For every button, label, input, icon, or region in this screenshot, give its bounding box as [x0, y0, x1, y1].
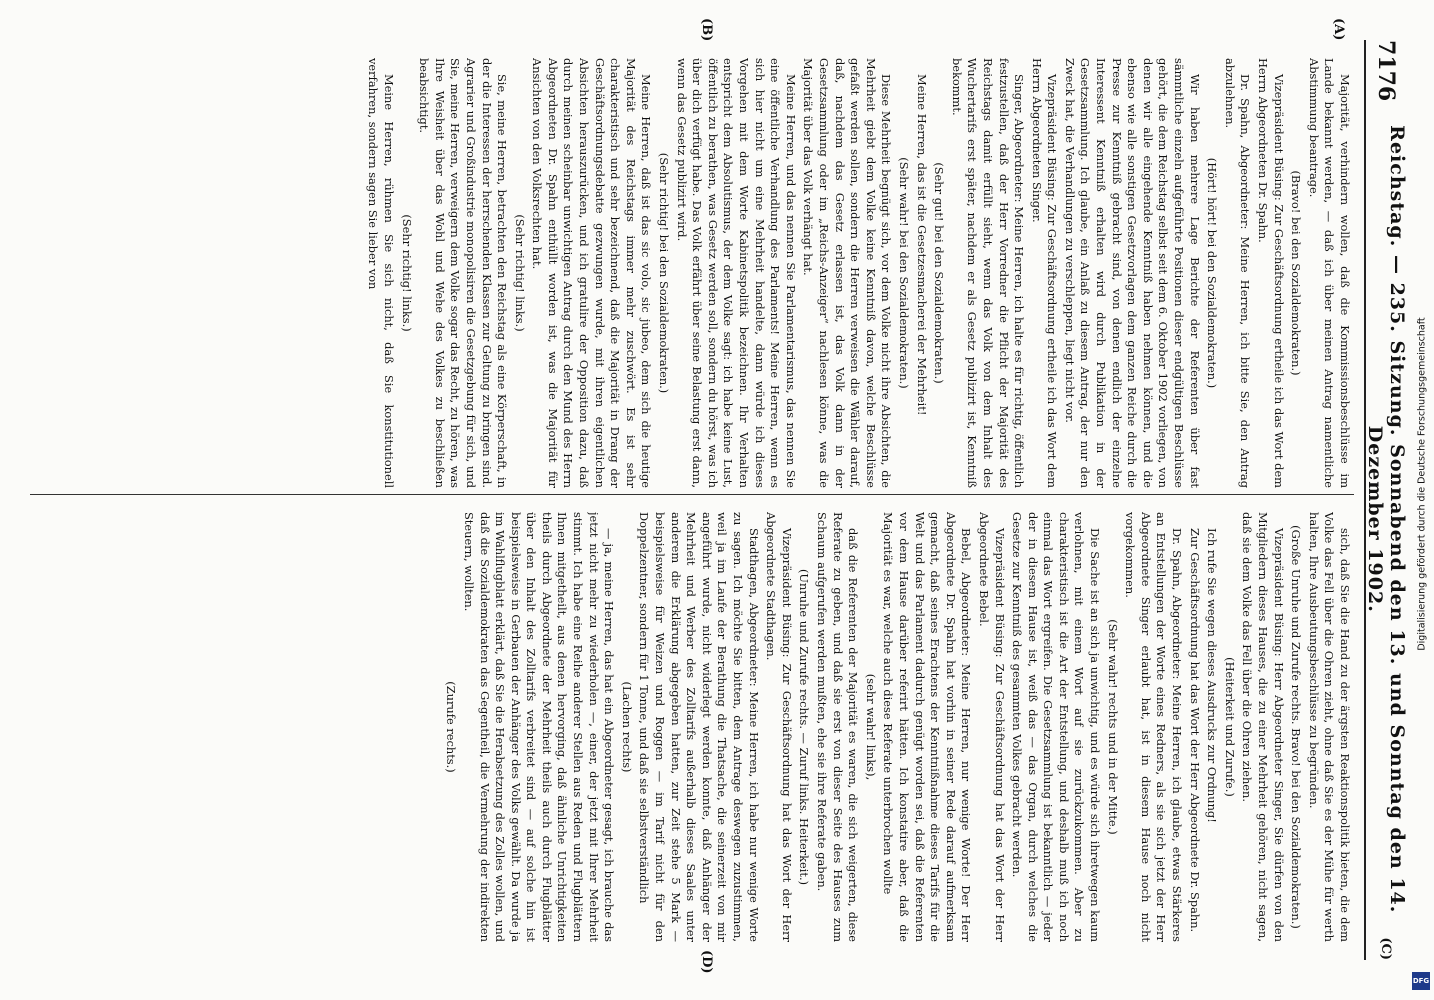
paragraph: (Lachen rechts)	[619, 681, 634, 773]
left-column	[20, 58, 1352, 488]
column-divider	[30, 494, 1354, 495]
right-column	[20, 512, 1352, 942]
paragraph: Majorität, verhindern wollen, daß die Kommissionsbeschlüsse im Lande bekannt werden, — daß ich über meinen Antrag namentliche Abstimmung beantrage.	[1306, 58, 1352, 488]
dfg-logo: DFG	[1412, 972, 1430, 990]
page-number: 7176	[1373, 40, 1399, 102]
paragraph: (sehr wahr! links),	[863, 673, 878, 781]
paragraph: (Sehr gut! bei den Sozialdemokraten.)	[932, 162, 947, 384]
paragraph: Diese Mehrheit begnügt sich, vor dem Volke nicht ihre Absichten, die Mehrheit giebt dem Volke keine Kenntniß davon, welche Beschlüsse gefaßt werden sollen, sondern die Herren verweisen die Wähler darauf, daß, nachdem das Gesetz erlassen ist, das Volk dann in der Gesetzsammlung oder im „Reichs-Anzeiger“ nachlesen könne, was die Majorität über das Volk verhängt hat.	[801, 58, 894, 488]
paragraph: (Sehr richtig! bei den Sozialdemokraten.)	[657, 152, 672, 394]
paragraph: (Hört! hört! bei den Sozialdemokraten.)	[1205, 157, 1220, 389]
paragraph: (Unruhe und Zurufe rechts. — Zuruf links. Heiterkeit.)	[797, 568, 812, 886]
paragraph: Meine Herren, das ist die Gesetzesmacherei der Mehrheit!	[914, 74, 929, 416]
margin-mark-a: (A)	[1331, 18, 1346, 41]
paragraph: (Große Unruhe und Zurufe rechts. Bravo! bei den Sozialdemokraten.)	[1289, 525, 1304, 929]
paragraph: Ich rufe Sie wegen dieses Ausdrucks zur Ordnung!	[1205, 528, 1220, 823]
paragraph: Stadthagen, Abgeordneter: Meine Herren, ich habe nur wenige Worte zu sagen. Ich möchte Sie bitten, dem Antrage deswegen zuzustimmen, weil ja im Laufe der Berathung die Thatsache, die seinerzeit von mir angeführt wurde, nicht widerlegt werden konnte, daß Anhänger der Mehrheit und Werber des Zolltarifs außerhalb dieses Saales unter anderem die Erklärung abgegeben hatten, zur Zeit stehe 5 Mark — beispielsweise für Weizen und Roggen — im Tarif nicht für den Doppelzentner, sondern für 1 Tonne, und daß sie selbstverständlich	[637, 512, 761, 942]
paragraph: (Sehr wahr! rechts und in der Mitte.)	[1105, 619, 1120, 835]
margin-mark-b: (B)	[699, 18, 714, 42]
page-title: Reichstag. — 235. Sitzung. Sonnabend den 13. und Sonntag den 14. Dezember 1902.	[1364, 125, 1408, 914]
margin-mark-c: (C)	[1378, 937, 1394, 960]
paragraph: Dr. Spahn, Abgeordneter: Meine Herren, ich glaube, etwas Stärkeres an Entstellungen der Worte eines Redners, als sie sich jetzt der Herr Abgeordnete Singer erlaubt hat, ist in diesem Hause noch nicht vorgekommen.	[1123, 512, 1185, 942]
paragraph: (Zurufe rechts.)	[444, 681, 459, 773]
paragraph: Die Sache ist an sich ja unwichtig, und es würde sich ihretwegen kaum verlohnen, mit einem Wort auf sie zurückzukommen. Aber zu charakteristisch ist die Art der Entstellung, und deshalb muß ich noch einmal das Wort ergreifen. Die Gesetzsammlung ist bekanntlich — jeder der in diesem Hause ist, weiß das — das Organ, durch welches die Gesetze zur Kenntniß des gesammten Volkes gebracht werden.	[1010, 512, 1103, 942]
paragraph: Meine Herren, rühmen Sie sich nicht, daß Sie konstitutionell verfahren, sondern sagen Sie lieber von	[366, 58, 396, 488]
paragraph: Vizepräsident Büsing: Zur Geschäftsordnung ertheile ich das Wort dem Herrn Abgeordneten Singer.	[1029, 58, 1060, 488]
paragraph: Bebel, Abgeordneter: Meine Herren, nur wenige Worte! Der Herr Abgeordnete Dr. Spahn hat vorhin in seiner Rede darauf aufmerksam gemacht, daß seines Erachtens der Kenntnißnahme dieses Tarifs für die Welt und das Parlament dadurch genügt worden sei, daß die Referenten vor dem Hause darüber referirt hätten. Ich konstatire aber, daß die Majorität es war, welche auch diese Referate unterbrochen wollte	[881, 512, 974, 942]
margin-mark-d: (D)	[699, 950, 714, 974]
paragraph: — ja, meine Herren, das hat ein Abgeordneter gesagt, ich brauche das jetzt nicht mehr zu wiederholen —, einer, der jetzt mit Ihrer Mehrheit stimmt. Ich habe eine Reihe anderer Stellen aus Reden und Flugblättern Ihnen mitgetheilt, aus denen hervorging, daß ähnliche Unrichtigkeiten theils durch Abgeordnete der Mehrheit theils auch durch Flugblätter über den Inhalt des Zolltarifs verbreitet sind — auf solche hin ist beispielsweise in Gerbauen der Anhänger des Volks gewählt. Da wurde ja im Wahlflugblatt erklärt, daß Sie die Herabsetzung des Zolles wollen, und daß die Sozialdemokraten das Gegentheil, die Vermehrung der indirekten Steuern, wollten.	[461, 512, 617, 942]
paragraph: sich, daß Sie die Hand zu der ärgsten Reaktionspolitik bieten, die dem Volke das Fell über die Ohren zieht, ohne daß Sie es der Mühe für werth halten, Ihre Ausbeutungsbeschlüsse zu begründen.	[1306, 512, 1352, 942]
paragraph: Wir haben mehrere Lage Berichte der Referenten über fast sämmtliche einzeln aufgeführte Positionen dieser endgültigen Beschlüsse gehört, die dem Reichstag selbst seit dem 6. Oktober 1902 vorliegen, von denen wir alle eingehende Kenntniß haben nehmen können, und die ebenso wie alle sonstigen Gesetzvorlagen dem ganzen Reiche durch die Presse zur Kenntniß gebracht sind, von denen endlich der einzelne Interessent Kenntniß erhalten wird durch Publikation in der Gesetzsammlung. Ich glaube, ein Anlaß zu diesem Antrag, der nur den Zweck hat, die Verhandlungen zu verschleppen, liegt nicht vor.	[1062, 58, 1202, 488]
paragraph: (Sehr richtig! links.)	[512, 214, 527, 332]
digitization-credit: Digitalisierung gefördert durch die Deutsche Forschungsgemeinschaft	[1416, 317, 1428, 651]
paragraph: Vizepräsident Büsing: Herr Abgeordneter Singer, Sie dürfen von den Mitgliedern dieses Hauses, die zu einer Mehrheit gehören, nicht sagen, daß sie dem Volke das Fell über die Ohren ziehen.	[1240, 512, 1286, 942]
paragraph: Dr. Spahn, Abgeordneter: Meine Herren, ich bitte Sie, den Antrag abzulehnen.	[1222, 58, 1253, 488]
paragraph: Vizepräsident Büsing: Zur Geschäftsordnung ertheile ich das Wort dem Herrn Abgeordneten Dr. Spahn.	[1256, 58, 1286, 488]
paragraph: Meine Herren, und das nennen Sie Parlamentarismus, das nennen Sie eine öffentliche Verhandlung des Parlaments! Meine Herren, wenn es sich hier nicht um eine Mehrheit handelte, dann würde ich dieses Vorgehen mit dem Worte Kabinetspolitik bezeichnen. Ihr Verhalten entspricht dem Absolutismus, der dem Volke sagt: ich habe keine Lust, öffentlich zu berathen, was Gesetz werden soll, sondern du hörst, was ich über dich verfügt habe. Das Volk erfährt über seine Belastung erst dann, wenn das Gesetz publizirt wird.	[674, 58, 798, 488]
paragraph: Vizepräsident Büsing: Zur Geschäftsordnung hat das Wort der Herr Abgeordnete Bebel.	[976, 512, 1007, 942]
paragraph: (Sehr wahr! bei den Sozialdemokraten.)	[896, 157, 911, 389]
paragraph: Meine Herren, daß ist das sic volo, sic jubeo, dem sich die heutige Majorität des Reichstags immer mehr zuschwört. Es ist sehr charakteristisch und sehr bezeichnend, daß die Majorität in Drang der Geschäftsordnungsdebatte gezwungen wurde, mit ihren eigentlichen Absichten herauszurücken, und ich gratulire der Opposition dazu, daß durch meinen scheinbar unwichtigen Antrag durch den Mund des Herrn Abgeordneten Dr. Spahn enthüllt worden ist, was die Majorität für Ansichten von den Volksrechten hat.	[530, 58, 654, 488]
paragraph: Sie, meine Herren, betrachten den Reichstag als eine Körperschaft, in der die Interessen der herrschenden Klassen zur Geltung zu bringen sind. Agrarier und Großindustrie monopolisiren die Gesetzgebung für sich, und Sie, meine Herren, verweigern dem Volke sogar das Recht, zu hören, was Ihre Weisheit über das Wohl und Wehe des Volkes zu beschließen beabsichtigt.	[417, 58, 510, 488]
paragraph: Vizepräsident Büsing: Zur Geschäftsordnung hat das Wort der Herr Abgeordnete Stadthagen.	[764, 512, 794, 942]
paragraph: Singer, Abgeordneter: Meine Herren, ich halte es für richtig, öffentlich festzustellen, daß der Herr Vorredner die Pflicht der Majorität des Reichstags damit erfüllt sieht, wenn das Volk von dem Inhalt des Wuchertarifs erst später, nachdem er als Gesetz publizirt ist, Kenntniß bekommt.	[949, 58, 1027, 488]
paragraph: Zur Geschäftsordnung hat das Wort der Herr Abgeordnete Dr. Spahn.	[1187, 528, 1202, 933]
paragraph: (Bravo! bei den Sozialdemokraten.)	[1289, 170, 1304, 376]
page-header	[1364, 40, 1406, 960]
paragraph: (Heiterkeit und Zurufe.)	[1222, 657, 1237, 797]
paragraph: daß die Referenten der Majorität es waren, die sich weigerten, diese Referate zu geben, und daß sie erst von dieser Seite des Hauses zum Schaum aufgerufen werden mußten, ehe sie ihre Referate gaben.	[815, 512, 861, 942]
paragraph: (Sehr richtig! links.)	[399, 214, 414, 332]
